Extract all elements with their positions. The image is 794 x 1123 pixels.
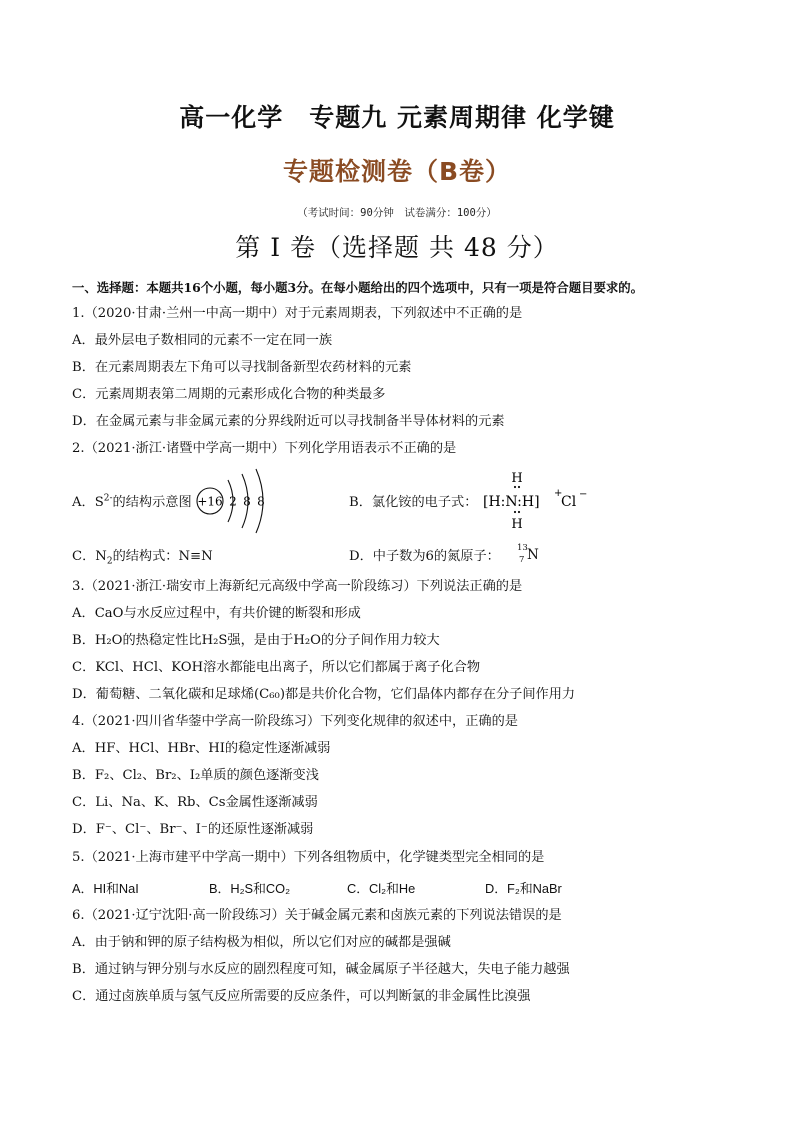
question-2-option-b: B．氯化铵的电子式： [349, 495, 478, 510]
question-3-option-d: D．葡萄糖、二氧化碳和足球烯(C₆₀)都是共价化合物，它们晶体内都存在分子间作用力 [72, 687, 576, 702]
question-1-option-c: C．元素周期表第二周期的元素形成化合物的种类最多 [72, 387, 386, 402]
question-2-stem: 2.（2021·浙江·诸暨中学高一期中）下列化学用语表示不正确的是 [72, 441, 457, 456]
question-5-option-c: C．Cl₂和He [347, 881, 416, 896]
question-4-option-b: B．F₂、Cl₂、Br₂、I₂单质的颜色逐渐变浅 [72, 768, 319, 783]
question-6-option-a: A．由于钠和钾的原子结构极为相似，所以它们对应的碱都是强碱 [72, 935, 451, 950]
question-3-option-a: A．CaO与水反应过程中，有共价键的断裂和形成 [72, 606, 361, 621]
question-1-option-d: D．在金属元素与非金属元素的分界线附近可以寻找制备半导体材料的元素 [72, 414, 505, 429]
question-3-option-c: C．KCl、HCl、KOH溶水都能电出离子，所以它们都属于离子化合物 [72, 660, 481, 675]
question-6-stem: 6.（2021·辽宁沈阳·高一阶段练习）关于碱金属元素和卤族元素的下列说法错误的是 [72, 908, 562, 923]
shell-1-count: 2 [229, 494, 237, 509]
question-2-option-a: A．$S^{2-}$的结构示意图 [72, 493, 192, 510]
mass-number: 13 [517, 543, 528, 553]
section-title: 第 I 卷（选择题 共 48 分） [235, 233, 559, 262]
question-6-option-c: C．通过卤族单质与氢气反应所需要的反应条件，可以判断氯的非金属性比溴强 [72, 989, 531, 1004]
shell-2-count: 8 [243, 494, 251, 509]
question-4-option-d: D．F⁻、Cl⁻、Br⁻、I⁻的还原性逐渐减弱 [72, 822, 314, 837]
question-3-stem: 3.（2021·浙江·瑞安市上海新纪元高级中学高一阶段练习）下列说法正确的是 [72, 579, 523, 594]
top-hydrogen: H [511, 471, 523, 486]
bottom-hydrogen: H [511, 517, 523, 532]
question-1-option-a: A．最外层电子数相同的元素不一定在同一族 [72, 333, 333, 348]
question-4-stem: 4.（2021·四川省华蓥中学高一阶段练习）下列变化规律的叙述中，正确的是 [72, 714, 518, 729]
anion-charge: − [579, 489, 588, 500]
exam-info: （考试时间：90分钟 试卷满分：100分） [297, 207, 497, 219]
atomic-number: 7 [519, 555, 525, 565]
bracket-formula: [H:N:H] [483, 494, 540, 510]
question-2-option-d: D．中子数为6的氮原子： [349, 549, 500, 564]
question-5-stem: 5.（2021·上海市建平中学高一期中）下列各组物质中，化学键类型完全相同的是 [72, 850, 545, 865]
nitrogen-isotope-notation [514, 543, 544, 569]
document-subtitle: 专题检测卷（B卷） [282, 157, 512, 186]
ammonium-chloride-electron-formula [480, 470, 590, 536]
question-1-option-b: B．在元素周期表左下角可以寻找制备新型农药材料的元素 [72, 360, 412, 375]
question-5-option-d: D．F₂和NaBr [485, 881, 562, 896]
question-2-option-c: C．$N_2$的结构式：N≡N [72, 549, 213, 567]
question-1-stem: 1.（2020·甘肃·兰州一中高一期中）对于元素周期表，下列叙述中不正确的是 [72, 306, 523, 321]
document-title: 高一化学 专题九 元素周期律 化学键 [179, 103, 615, 132]
instructions: 一、选择题：本题共16个小题，每小题3分。在每小题给出的四个选项中，只有一项是符合题目要求的。 [72, 280, 644, 295]
question-5-option-a: A．HI和NaI [72, 881, 139, 896]
shell-3-count: 8 [257, 494, 265, 509]
sulfide-ion-structure-diagram [192, 468, 282, 538]
chloride-symbol: Cl [561, 494, 577, 510]
element-symbol: N [527, 547, 539, 563]
question-4-option-a: A．HF、HCl、HBr、HI的稳定性逐渐减弱 [72, 741, 331, 756]
question-5-option-b: B．H₂S和CO₂ [209, 881, 291, 896]
nucleus-charge-label: +16 [197, 494, 223, 509]
question-6-option-b: B．通过钠与钾分别与水反应的剧烈程度可知，碱金属原子半径越大，失电子能力越强 [72, 962, 570, 977]
question-3-option-b: B．H₂O的热稳定性比H₂S强，是由于H₂O的分子间作用力较大 [72, 633, 440, 648]
question-4-option-c: C．Li、Na、K、Rb、Cs金属性逐渐减弱 [72, 795, 318, 810]
cation-charge: + [554, 488, 563, 499]
